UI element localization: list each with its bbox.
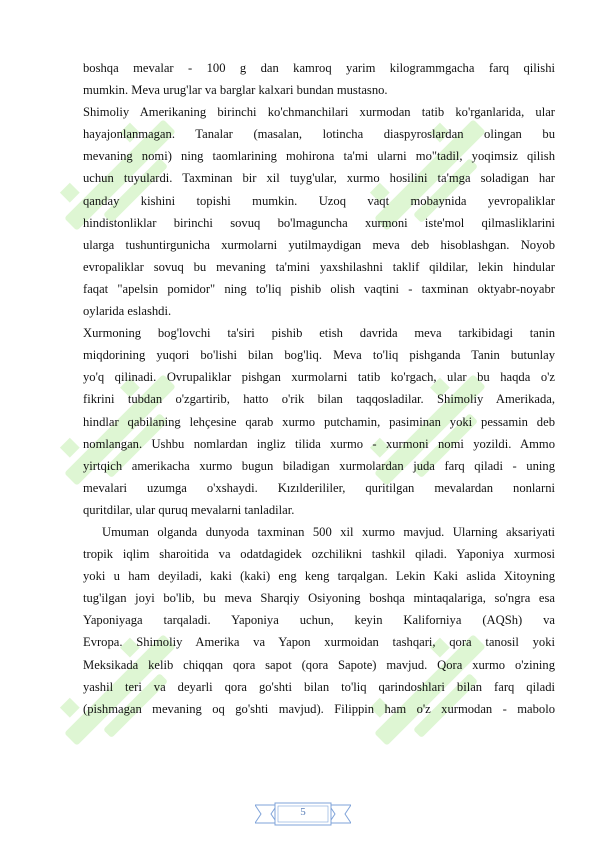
- document-body: [83, 57, 555, 720]
- text-line: oylarida eslashdi.: [83, 304, 172, 319]
- text-line: faqat "apelsin pomidor" ning to'liq pishib olish vaqtini - taxminan oktyabr-noyabr: [83, 281, 555, 296]
- text-line: Yaponiyaga tarqaladi. Yaponiya uchun, keyin Kaliforniya (AQSh) va: [83, 613, 555, 628]
- page-number: 5: [300, 806, 306, 818]
- text-line: hindlar qabilaning lehçesine qarab xurmo putchamin, pasiminan yoki pessamin deb: [83, 414, 555, 429]
- text-line: yoki u ham deyiladi, kaki (kaki) eng keng tarqalgan. Lekin Kaki aslida Xitoyning: [83, 569, 555, 584]
- text-line: tug'ilgan joyi bo'lib, bu meva Sharqiy Osiyoning boshqa mintaqalariga, so'ngra esa: [83, 591, 555, 606]
- text-line: Evropa. Shimoliy Amerika va Yapon xurmoidan tashqari, qora tanosil yoki: [83, 635, 555, 650]
- text-line: Xurmoning bog'lovchi ta'siri pishib etish davrida meva tarkibidagi tanin: [83, 326, 555, 341]
- text-line: mumkin. Meva urug'lar va barglar kalxari bundan mustasno.: [83, 83, 388, 98]
- text-line: miqdorining yuqori bo'lishi bilan bog'liq. Meva to'liq pishganda Tanin butunlay: [83, 348, 555, 363]
- page-footer: [255, 801, 351, 827]
- text-line: Umuman olganda dunyoda taxminan 500 xil xurmo mavjud. Ularning aksariyati: [102, 524, 555, 539]
- text-line: nomlangan. Ushbu nomlardan ingliz tilida xurmo - xurmoni nomi yozildi. Ammo: [83, 436, 555, 451]
- text-line: yirtqich amerikacha xurmo bugun biladigan xurmolardan juda farq qiladi - uning: [83, 458, 555, 473]
- text-line: evropaliklar sovuq bu mevaning ta'mini yaxshilashni taklif qildilar, lekin hindular: [83, 259, 555, 274]
- text-line: uchun tuyulardi. Taxminan bir xil tuyg'ular, xurmo hosilini ta'mga soladigan har: [83, 171, 555, 186]
- text-line: qanday kishini topishi mumkin. Uzoq vaqt mobaynida yevropaliklar: [83, 193, 555, 208]
- text-line: ularga tushuntirgunicha xurmolarni yutilmaydigan meva deb hisoblashgan. Noyob: [83, 237, 555, 252]
- text-line: (pishmagan mevaning oq go'shti mavjud). Filippin ham o'z xurmodan - mabolo: [83, 701, 555, 716]
- text-line: fikrini tubdan o'zgartirib, hatto o'rik bilan taqqosladilar. Shimoliy Amerikada,: [83, 392, 555, 407]
- text-line: Shimoliy Amerikaning birinchi ko'chmanchilari xurmodan tatib ko'rganlarida, ular: [83, 105, 555, 120]
- text-line: yashil teri va deyarli qora go'shti bilan to'liq qarindoshlari bilan farq qiladi: [83, 679, 555, 694]
- text-line: quritdilar, ular quruq mevalarni tanladilar.: [83, 502, 295, 517]
- text-line: boshqa mevalar - 100 g dan kamroq yarim kilogrammgacha farq qilishi: [83, 61, 555, 75]
- text-line: tropik iqlim sharoitida va odatdagidek ozchilikni tashkil qiladi. Yaponiya xurmosi: [83, 547, 555, 562]
- text-line: mevaning nomi) ning taomlarining mohirona ta'mi ularni mo"tadil, yoqimsiz qilish: [83, 149, 555, 164]
- text-line: hayajonlanmagan. Tanalar (masalan, lotincha diaspyroslardan olingan bu: [83, 127, 555, 142]
- text-line: yo'q qilinadi. Ovrupaliklar pishgan xurmolarni tatib ko'rgach, ular bu haqda o'z: [83, 370, 555, 385]
- text-line: hindistonliklar birinchi sovuq bo'lmaguncha xurmoni iste'mol qilmasliklarini: [83, 215, 555, 230]
- text-line: mevalari uzumga o'xshaydi. Kızılderililer, quritilgan mevalardan nonlarni: [83, 480, 555, 495]
- text-line: Meksikada kelib chiqqan qora sapot (qora Sapote) mavjud. Qora xurmo o'zining: [83, 657, 555, 672]
